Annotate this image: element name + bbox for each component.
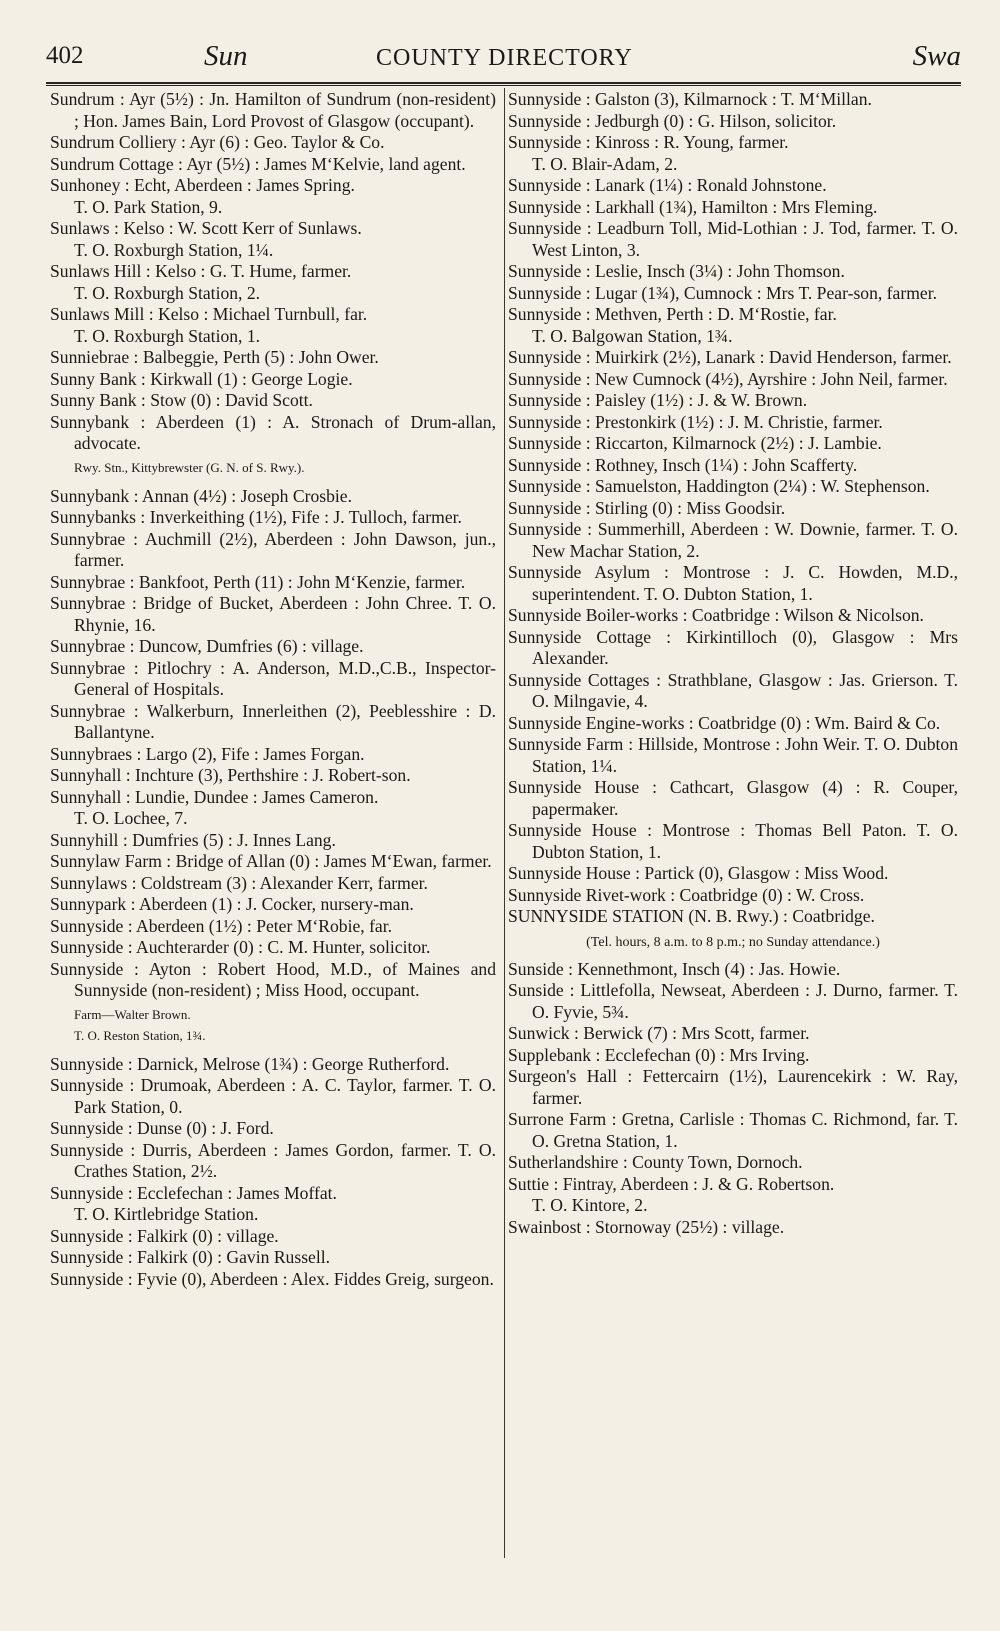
directory-entry: Suttie : Fintray, Aberdeen : J. & G. Robertson.: [508, 1173, 835, 1194]
page-title: COUNTY DIRECTORY: [376, 45, 633, 71]
directory-entry: Sunnyside : Muirkirk (2½), Lanark : David Henderson, farmer.: [508, 347, 952, 367]
directory-entry: Sunnypark : Aberdeen (1) : J. Cocker, nursery-man.: [50, 894, 414, 914]
entry-continuation: T. O. Park Station, 9.: [74, 196, 223, 217]
column-divider: [504, 88, 505, 1558]
directory-entry: Sunside : Kennethmont, Insch (4) : Jas. Howie.: [508, 958, 841, 979]
section-gap: [50, 476, 496, 486]
directory-entry: Sunnyside : Fyvie (0), Aberdeen : Alex. Fiddes Greig, surgeon.: [50, 1268, 494, 1289]
directory-entry: Sunnybanks : Inverkeithing (1½), Fife : J. Tulloch, farmer.: [50, 507, 462, 527]
right-column: [508, 89, 958, 1238]
directory-entry: Sutherlandshire : County Town, Dornoch.: [508, 1152, 803, 1172]
directory-entry: Sunnyside : Ayton : Robert Hood, M.D., of Maines and Sunnyside (non-resident) ; Miss Hood, occupant.: [50, 958, 496, 1000]
directory-entry: Sunnyside Farm : Hillside, Montrose : John Weir. T. O. Dubton Station, 1¼.: [508, 734, 958, 776]
directory-entry: Sunnyside Engine-works : Coatbridge (0) : Wm. Baird & Co.: [508, 712, 941, 733]
directory-entry: Sundrum Cottage : Ayr (5½) : James M‘Kelvie, land agent.: [50, 153, 466, 174]
entry-continuation: T. O. Blair-Adam, 2.: [532, 153, 678, 174]
directory-entry: Sunnyside Cottage : Kirkintilloch (0), Glasgow : Mrs Alexander.: [508, 626, 958, 668]
directory-entry: Sunny Bank : Kirkwall (1) : George Logie.: [50, 368, 353, 389]
directory-entry: Sundrum : Ayr (5½) : Jn. Hamilton of Sundrum (non-resident) ; Hon. James Bain, Lord Provost of Glasgow (occupant).: [50, 89, 496, 131]
directory-entry: Sunnyside : Stirling (0) : Miss Goodsir.: [508, 497, 786, 518]
directory-entry: Sunnyside : Kinross : R. Young, farmer.: [508, 132, 789, 152]
entry-note: (Tel. hours, 8 a.m. to 8 p.m.; no Sunday attendance.): [586, 934, 880, 950]
entry-continuation: T. O. Roxburgh Station, 1.: [74, 325, 261, 346]
entry-continuation: T. O. Roxburgh Station, 1¼.: [74, 239, 274, 260]
directory-entry: Sunnyside : Samuelston, Haddington (2¼) : W. Stephenson.: [508, 476, 930, 496]
directory-entry: Sunnybrae : Duncow, Dumfries (6) : village.: [50, 636, 364, 656]
directory-entry: Sunnyside Asylum : Montrose : J. C. Howden, M.D., superintendent. T. O. Dubton Station, 1.: [508, 562, 958, 604]
directory-entry: Surgeon's Hall : Fettercairn (1½), Laurencekirk : W. Ray, farmer.: [508, 1066, 958, 1108]
directory-entry: Sunnyside : Dunse (0) : J. Ford.: [50, 1118, 274, 1138]
directory-entry: Sunnyhall : Lundie, Dundee : James Cameron.: [50, 786, 379, 807]
directory-entry: Sunlaws Hill : Kelso : G. T. Hume, farmer.: [50, 261, 352, 281]
running-header: [46, 42, 961, 82]
directory-entry: Sunnyside : Prestonkirk (1½) : J. M. Christie, farmer.: [508, 411, 883, 432]
header-rule-thin: [46, 85, 961, 86]
directory-entry: Sunnybrae : Auchmill (2½), Aberdeen : John Dawson, jun., farmer.: [50, 528, 496, 570]
directory-entry: Sunnybank : Annan (4½) : Joseph Crosbie.: [50, 485, 353, 506]
directory-entry: Sunnyside House : Partick (0), Glasgow : Miss Wood.: [508, 863, 889, 883]
directory-entry: Sunny Bank : Stow (0) : David Scott.: [50, 390, 313, 410]
directory-entry: Sunnyside : Lanark (1¼) : Ronald Johnstone.: [508, 175, 827, 195]
directory-entry: Supplebank : Ecclefechan (0) : Mrs Irving.: [508, 1044, 810, 1065]
entry-note: T. O. Reston Station, 1¾.: [74, 1027, 206, 1043]
directory-entry: Sunnyside House : Montrose : Thomas Bell Paton. T. O. Dubton Station, 1.: [508, 820, 958, 862]
directory-entry: Sunnyhill : Dumfries (5) : J. Innes Lang.: [50, 829, 336, 850]
directory-entry: Sunnyside : Larkhall (1¾), Hamilton : Mrs Fleming.: [508, 196, 878, 217]
directory-entry: Sunnybraes : Largo (2), Fife : James Forgan.: [50, 743, 365, 764]
entry-continuation: T. O. Roxburgh Station, 2.: [74, 282, 261, 303]
directory-entry: Sunnyside : Riccarton, Kilmarnock (2½) : J. Lambie.: [508, 433, 882, 453]
first-entry-word: Sun: [204, 40, 248, 72]
directory-entry: Sunnybrae : Walkerburn, Innerleithen (2), Peeblesshire : D. Ballantyne.: [50, 700, 496, 742]
directory-entry: Sunnyside : Aberdeen (1½) : Peter M‘Robie, far.: [50, 915, 393, 936]
directory-entry: Sunnybrae : Bridge of Bucket, Aberdeen : John Chree. T. O. Rhynie, 16.: [50, 593, 496, 635]
directory-entry: Sunniebrae : Balbeggie, Perth (5) : John Ower.: [50, 347, 379, 367]
directory-entry: Sunnyside : Auchterarder (0) : C. M. Hunter, solicitor.: [50, 937, 431, 957]
directory-entry: Sunnyside : Lugar (1¾), Cumnock : Mrs T. Pear-son, farmer.: [508, 282, 937, 303]
directory-entry: Sunwick : Berwick (7) : Mrs Scott, farmer.: [508, 1023, 810, 1043]
entry-note: Rwy. Stn., Kittybrewster (G. N. of S. Rwy.).: [74, 459, 305, 475]
directory-entry: Sunnyside : Drumoak, Aberdeen : A. C. Taylor, farmer. T. O. Park Station, 0.: [50, 1075, 496, 1117]
directory-entry: Sunlaws : Kelso : W. Scott Kerr of Sunlaws.: [50, 218, 362, 238]
directory-entry: Sunnyside : Darnick, Melrose (1¾) : George Rutherford.: [50, 1053, 450, 1074]
directory-entry: Sunlaws Mill : Kelso : Michael Turnbull, far.: [50, 304, 368, 324]
directory-entry: Sunnyside : Ecclefechan : James Moffat.: [50, 1182, 337, 1203]
directory-entry: Swainbost : Stornoway (25½) : village.: [508, 1216, 785, 1237]
directory-entry: Sunnyside : Galston (3), Kilmarnock : T. M‘Millan.: [508, 89, 872, 109]
entry-continuation: T. O. Kintore, 2.: [532, 1195, 648, 1215]
directory-entry: Sunnyside : Falkirk (0) : village.: [50, 1225, 279, 1246]
directory-entry: Sunnyside Cottages : Strathblane, Glasgow : Jas. Grierson. T. O. Milngavie, 4.: [508, 669, 958, 711]
directory-entry: Sunnyside Boiler-works : Coatbridge : Wilson & Nicolson.: [508, 605, 924, 625]
directory-entry: Sunnyside : Leadburn Toll, Mid-Lothian : J. Tod, farmer. T. O. West Linton, 3.: [508, 218, 958, 260]
entry-continuation: T. O. Lochee, 7.: [74, 808, 188, 828]
directory-entry: Sunnybank : Aberdeen (1) : A. Stronach of Drum-allan, advocate.: [50, 411, 496, 453]
directory-entry: SUNNYSIDE STATION (N. B. Rwy.) : Coatbridge.: [508, 906, 875, 926]
entry-continuation: T. O. Balgowan Station, 1¾.: [532, 325, 733, 346]
directory-entry: Sunnyside : Falkirk (0) : Gavin Russell.: [50, 1247, 331, 1267]
entry-continuation: T. O. Kirtlebridge Station.: [74, 1204, 259, 1224]
header-rule: [46, 82, 961, 84]
directory-entry: Sundrum Colliery : Ayr (6) : Geo. Taylor & Co.: [50, 132, 385, 152]
directory-entry: Sunnyside : Durris, Aberdeen : James Gordon, farmer. T. O. Crathes Station, 2½.: [50, 1139, 496, 1181]
directory-entry: Sunside : Littlefolla, Newseat, Aberdeen : J. Durno, farmer. T. O. Fyvie, 5¾.: [508, 980, 958, 1022]
directory-entry: Sunnyside Rivet-work : Coatbridge (0) : W. Cross.: [508, 884, 865, 905]
entry-note: Farm—Walter Brown.: [74, 1006, 191, 1022]
directory-entry: Sunnylaw Farm : Bridge of Allan (0) : James M‘Ewan, farmer.: [50, 851, 492, 871]
left-column: [50, 89, 496, 1290]
directory-entry: Sunnybrae : Pitlochry : A. Anderson, M.D.,C.B., Inspector-General of Hospitals.: [50, 657, 496, 699]
directory-entry: Sunnyside : Methven, Perth : D. M‘Rostie, far.: [508, 304, 837, 324]
directory-entry: Sunhoney : Echt, Aberdeen : James Spring.: [50, 175, 355, 195]
section-gap: [50, 1044, 496, 1054]
directory-entry: Sunnyside : Summerhill, Aberdeen : W. Downie, farmer. T. O. New Machar Station, 2.: [508, 519, 958, 561]
directory-entry: Sunnyside : Rothney, Insch (1¼) : John Scafferty.: [508, 454, 858, 475]
directory-entry: Sunnyside : New Cumnock (4½), Ayrshire : John Neil, farmer.: [508, 368, 948, 389]
directory-entry: Sunnyside : Jedburgh (0) : G. Hilson, solicitor.: [508, 110, 837, 131]
page-number: 402: [46, 42, 84, 69]
directory-entry: Sunnyside : Paisley (1½) : J. & W. Brown.: [508, 390, 808, 410]
directory-entry: Sunnylaws : Coldstream (3) : Alexander Kerr, farmer.: [50, 872, 428, 893]
directory-entry: Sunnyhall : Inchture (3), Perthshire : J. Robert-son.: [50, 765, 411, 785]
last-entry-word: Swa: [912, 40, 961, 72]
directory-entry: Sunnyside House : Cathcart, Glasgow (4) : R. Couper, papermaker.: [508, 777, 958, 819]
directory-entry: Sunnyside : Leslie, Insch (3¼) : John Thomson.: [508, 261, 845, 281]
directory-entry: Sunnybrae : Bankfoot, Perth (11) : John M‘Kenzie, farmer.: [50, 571, 466, 592]
directory-entry: Surrone Farm : Gretna, Carlisle : Thomas C. Richmond, far. T. O. Gretna Station, 1.: [508, 1109, 958, 1151]
